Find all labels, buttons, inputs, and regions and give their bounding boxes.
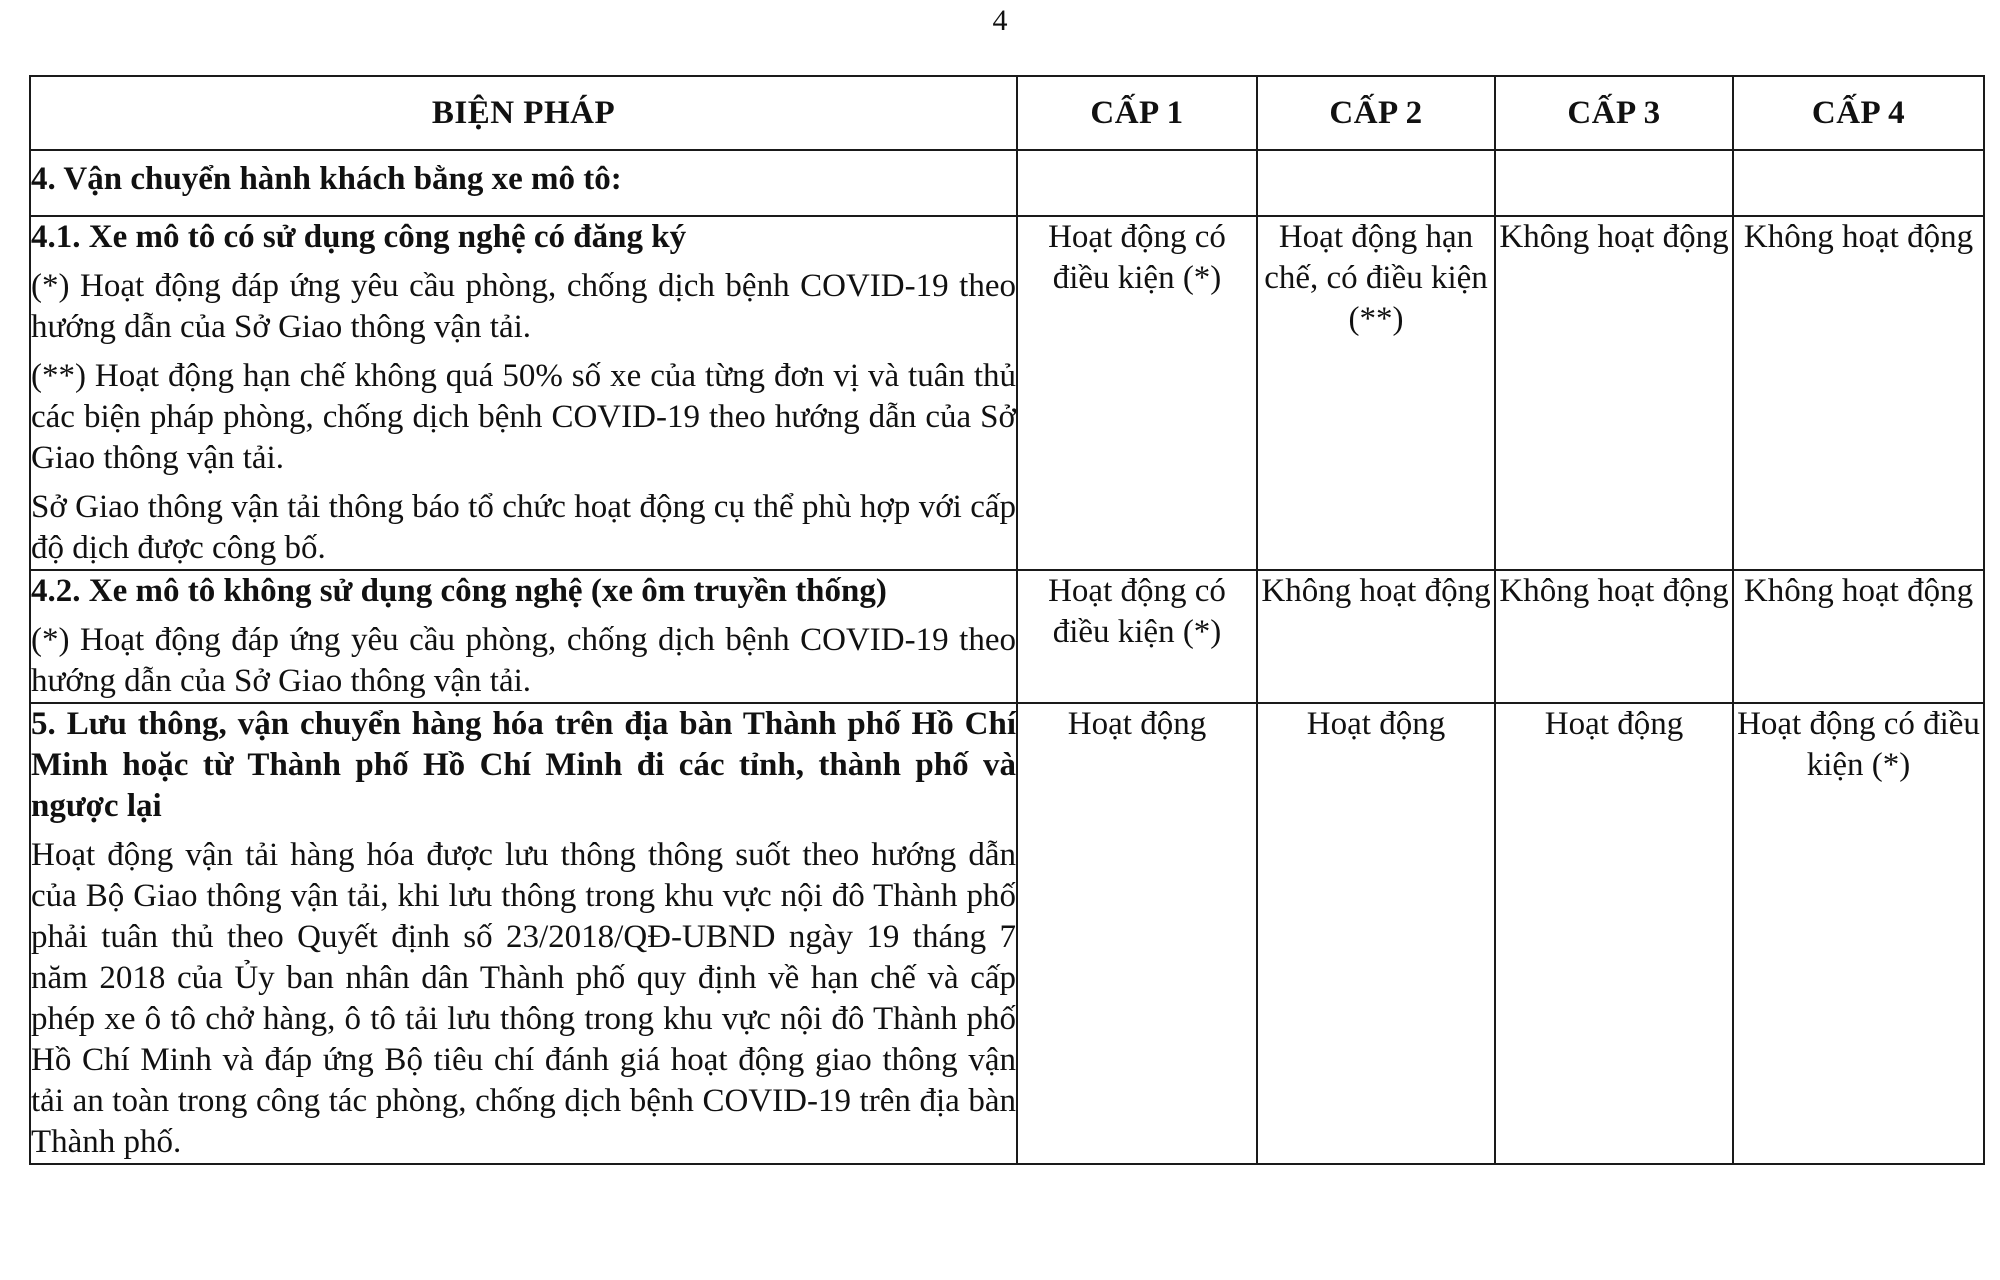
row-4-2-level-1: Hoạt động có điều kiện (*) xyxy=(1017,570,1257,703)
row-4-1-measure xyxy=(30,216,1017,570)
row-5-title: 5. Lưu thông, vận chuyển hàng hóa trên địa bàn Thành phố Hồ Chí Minh hoặc từ Thành phố Hồ Chí Minh đi các tỉnh, thành phố và ngược lại xyxy=(31,706,1016,824)
row-5-level-4: Hoạt động có điều kiện (*) xyxy=(1733,703,1984,1164)
row-5 xyxy=(30,703,1984,1164)
row-4-2-level-4: Không hoạt động xyxy=(1733,570,1984,703)
header-row xyxy=(30,76,1984,150)
header-level-2: CẤP 2 xyxy=(1257,76,1495,150)
section-4-level-4 xyxy=(1733,150,1984,216)
row-4-1-note-2: (**) Hoạt động hạn chế không quá 50% số xe của từng đơn vị và tuân thủ các biện pháp phòng, chống dịch bệnh COVID-19 theo hướng dẫn của Sở Giao thông vận tải. xyxy=(31,358,1016,476)
row-5-measure xyxy=(30,703,1017,1164)
row-4-2-title: 4.2. Xe mô tô không sử dụng công nghệ (xe ôm truyền thống) xyxy=(31,573,887,609)
section-4-level-3 xyxy=(1495,150,1733,216)
row-5-level-1: Hoạt động xyxy=(1017,703,1257,1164)
row-5-body: Hoạt động vận tải hàng hóa được lưu thông thông suốt theo hướng dẫn của Bộ Giao thông vận tải, khi lưu thông trong khu vực nội đô Thành phố phải tuân thủ theo Quyết định số 23/2018/QĐ-UBND ngày 19 tháng 7 năm 2018 của Ủy ban nhân dân Thành phố quy định về hạn chế và cấp phép xe ô tô chở hàng, ô tô tải lưu thông trong khu vực nội đô Thành phố Hồ Chí Minh và đáp ứng Bộ tiêu chí đánh giá hoạt động giao thông vận tải an toàn trong công tác phòng, chống dịch bệnh COVID-19 trên địa bàn Thành phố. xyxy=(31,837,1016,1160)
header-level-3: CẤP 3 xyxy=(1495,76,1733,150)
row-5-level-2: Hoạt động xyxy=(1257,703,1495,1164)
row-4-1-level-1: Hoạt động có điều kiện (*) xyxy=(1017,216,1257,570)
row-5-level-3: Hoạt động xyxy=(1495,703,1733,1164)
section-4-row xyxy=(30,150,1984,216)
page-number: 4 xyxy=(992,4,1008,37)
section-4-level-2 xyxy=(1257,150,1495,216)
section-4-cell xyxy=(30,150,1017,216)
section-4-level-1 xyxy=(1017,150,1257,216)
row-4-2-level-3: Không hoạt động xyxy=(1495,570,1733,703)
row-4-1-level-4: Không hoạt động xyxy=(1733,216,1984,570)
header-level-1: CẤP 1 xyxy=(1017,76,1257,150)
header-measure: BIỆN PHÁP xyxy=(30,76,1017,150)
row-4-1 xyxy=(30,216,1984,570)
measures-table xyxy=(29,75,1985,1165)
row-4-1-note-1: (*) Hoạt động đáp ứng yêu cầu phòng, chống dịch bệnh COVID-19 theo hướng dẫn của Sở Giao thông vận tải. xyxy=(31,268,1016,345)
row-4-1-level-3: Không hoạt động xyxy=(1495,216,1733,570)
row-4-2-measure xyxy=(30,570,1017,703)
row-4-2-level-2: Không hoạt động xyxy=(1257,570,1495,703)
row-4-1-note-3: Sở Giao thông vận tải thông báo tổ chức hoạt động cụ thể phù hợp với cấp độ dịch được công bố. xyxy=(31,489,1016,566)
row-4-2-note-1: (*) Hoạt động đáp ứng yêu cầu phòng, chống dịch bệnh COVID-19 theo hướng dẫn của Sở Giao thông vận tải. xyxy=(31,622,1016,699)
header-level-4: CẤP 4 xyxy=(1733,76,1984,150)
row-4-1-title: 4.1. Xe mô tô có sử dụng công nghệ có đăng ký xyxy=(31,219,687,255)
row-4-2 xyxy=(30,570,1984,703)
row-4-1-level-2: Hoạt động hạn chế, có điều kiện (**) xyxy=(1257,216,1495,570)
section-4-title: 4. Vận chuyển hành khách bằng xe mô tô: xyxy=(31,161,622,197)
